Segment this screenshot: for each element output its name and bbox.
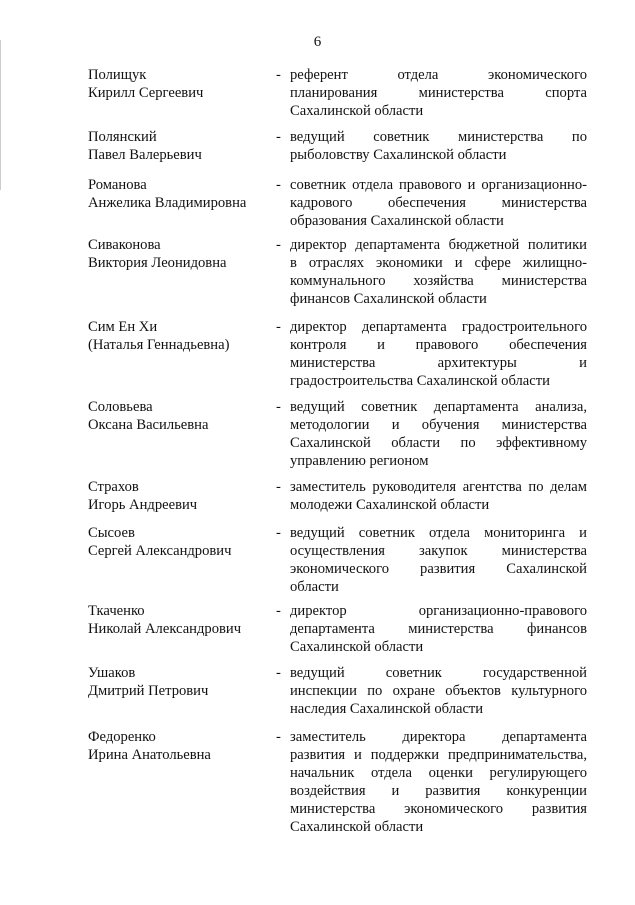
dash-separator: -: [276, 729, 281, 745]
person-name-line: (Наталья Геннадьевна): [88, 337, 230, 353]
person-name-line: Ирина Анатольевна: [88, 747, 211, 763]
person-name: [88, 664, 268, 700]
position-description: [290, 602, 587, 656]
position-description-line: ведущий советник департамента анализа,: [290, 399, 587, 415]
person-name-line: Дмитрий Петрович: [88, 683, 209, 699]
position-description-line: методологии и обучения министерства: [290, 417, 587, 433]
person-name: [88, 66, 268, 102]
person-name: [88, 128, 268, 164]
position-description-line: министерства архитектуры и: [290, 355, 587, 371]
dash-separator: -: [276, 479, 281, 495]
person-name-line: Полянский: [88, 129, 157, 145]
position-description-line: советник отдела правового и организационно-: [290, 177, 587, 193]
person-name-line: Павел Валерьевич: [88, 147, 202, 163]
person-name-line: Игорь Андреевич: [88, 497, 198, 513]
dash-separator: -: [276, 603, 281, 619]
position-description-line: референт отдела экономического: [290, 67, 587, 83]
position-description-line: директор организационно-правового: [290, 603, 587, 619]
person-name: [88, 524, 268, 560]
dash-separator: -: [276, 177, 281, 193]
position-description-line: ведущий советник министерства по: [290, 129, 587, 145]
position-description-line: молодежи Сахалинской области: [290, 497, 490, 513]
position-description: [290, 524, 587, 596]
position-description-line: коммунального хозяйства министерства: [290, 273, 587, 289]
position-description-line: Сахалинской области по эффективному: [290, 435, 587, 451]
person-name-line: Николай Александрович: [88, 621, 242, 637]
position-description: [290, 128, 587, 164]
person-name-line: Сергей Александрович: [88, 543, 232, 559]
dash-separator: -: [276, 319, 281, 335]
person-name-line: Федоренко: [88, 729, 156, 745]
person-name-line: Кирилл Сергеевич: [88, 85, 204, 101]
person-name: [88, 236, 268, 272]
person-name-line: Оксана Васильевна: [88, 417, 209, 433]
position-description-line: воздействия и развития конкуренции: [290, 783, 587, 799]
position-description-line: департамента министерства финансов: [290, 621, 587, 637]
person-name-line: Соловьева: [88, 399, 153, 415]
position-description-line: Сахалинской области: [290, 819, 424, 835]
position-description: [290, 664, 587, 718]
position-description-line: инспекции по охране объектов культурного: [290, 683, 587, 699]
position-description-line: контроля и правового обеспечения: [290, 337, 587, 353]
position-description-line: образования Сахалинской области: [290, 213, 504, 229]
scan-edge-mark: [0, 40, 4, 190]
position-description-line: планирования министерства спорта: [290, 85, 587, 101]
position-description-line: директор департамента бюджетной политики: [290, 237, 587, 253]
position-description-line: ведущий советник государственной: [290, 665, 587, 681]
position-description-line: финансов Сахалинской области: [290, 291, 487, 307]
person-name: [88, 728, 268, 764]
dash-separator: -: [276, 237, 281, 253]
position-description-line: начальник отдела оценки регулирующего: [290, 765, 587, 781]
position-description: [290, 236, 587, 308]
position-description-line: области: [290, 579, 339, 595]
dash-separator: -: [276, 129, 281, 145]
position-description-line: наследия Сахалинской области: [290, 701, 484, 717]
dash-separator: -: [276, 665, 281, 681]
position-description: [290, 478, 587, 514]
position-description-line: управлению регионом: [290, 453, 429, 469]
position-description-line: директор департамента градостроительного: [290, 319, 587, 335]
page-number: 6: [313, 34, 322, 50]
position-description-line: градостроительства Сахалинской области: [290, 373, 550, 389]
position-description-line: осуществления закупок министерства: [290, 543, 587, 559]
person-name-line: Сысоев: [88, 525, 135, 541]
position-description-line: Сахалинской области: [290, 639, 424, 655]
person-name-line: Сиваконова: [88, 237, 161, 253]
person-name-line: Романова: [88, 177, 147, 193]
position-description-line: заместитель руководителя агентства по делам: [290, 479, 587, 495]
position-description-line: экономического развития Сахалинской: [290, 561, 587, 577]
position-description-line: в отраслях экономики и сфере жилищно-: [290, 255, 587, 271]
person-name: [88, 478, 268, 514]
position-description-line: рыболовству Сахалинской области: [290, 147, 507, 163]
person-name-line: Ткаченко: [88, 603, 145, 619]
position-description-line: ведущий советник отдела мониторинга и: [290, 525, 587, 541]
person-name-line: Анжелика Владимировна: [88, 195, 247, 211]
person-name: [88, 318, 268, 354]
person-name: [88, 176, 268, 212]
position-description-line: заместитель директора департамента: [290, 729, 587, 745]
person-name-line: Виктория Леонидовна: [88, 255, 227, 271]
position-description-line: развития и поддержки предпринимательства,: [290, 747, 587, 763]
person-name-line: Ушаков: [88, 665, 136, 681]
person-name-line: Полищук: [88, 67, 147, 83]
position-description: [290, 176, 587, 230]
position-description-line: министерства экономического развития: [290, 801, 587, 817]
dash-separator: -: [276, 399, 281, 415]
position-description-line: Сахалинской области: [290, 103, 424, 119]
position-description: [290, 728, 587, 836]
dash-separator: -: [276, 525, 281, 541]
position-description: [290, 398, 587, 470]
person-name: [88, 602, 268, 638]
position-description: [290, 318, 587, 390]
person-name-line: Страхов: [88, 479, 139, 495]
position-description-line: кадрового обеспечения министерства: [290, 195, 587, 211]
dash-separator: -: [276, 67, 281, 83]
person-name: [88, 398, 268, 434]
position-description: [290, 66, 587, 120]
person-name-line: Сим Ен Хи: [88, 319, 158, 335]
